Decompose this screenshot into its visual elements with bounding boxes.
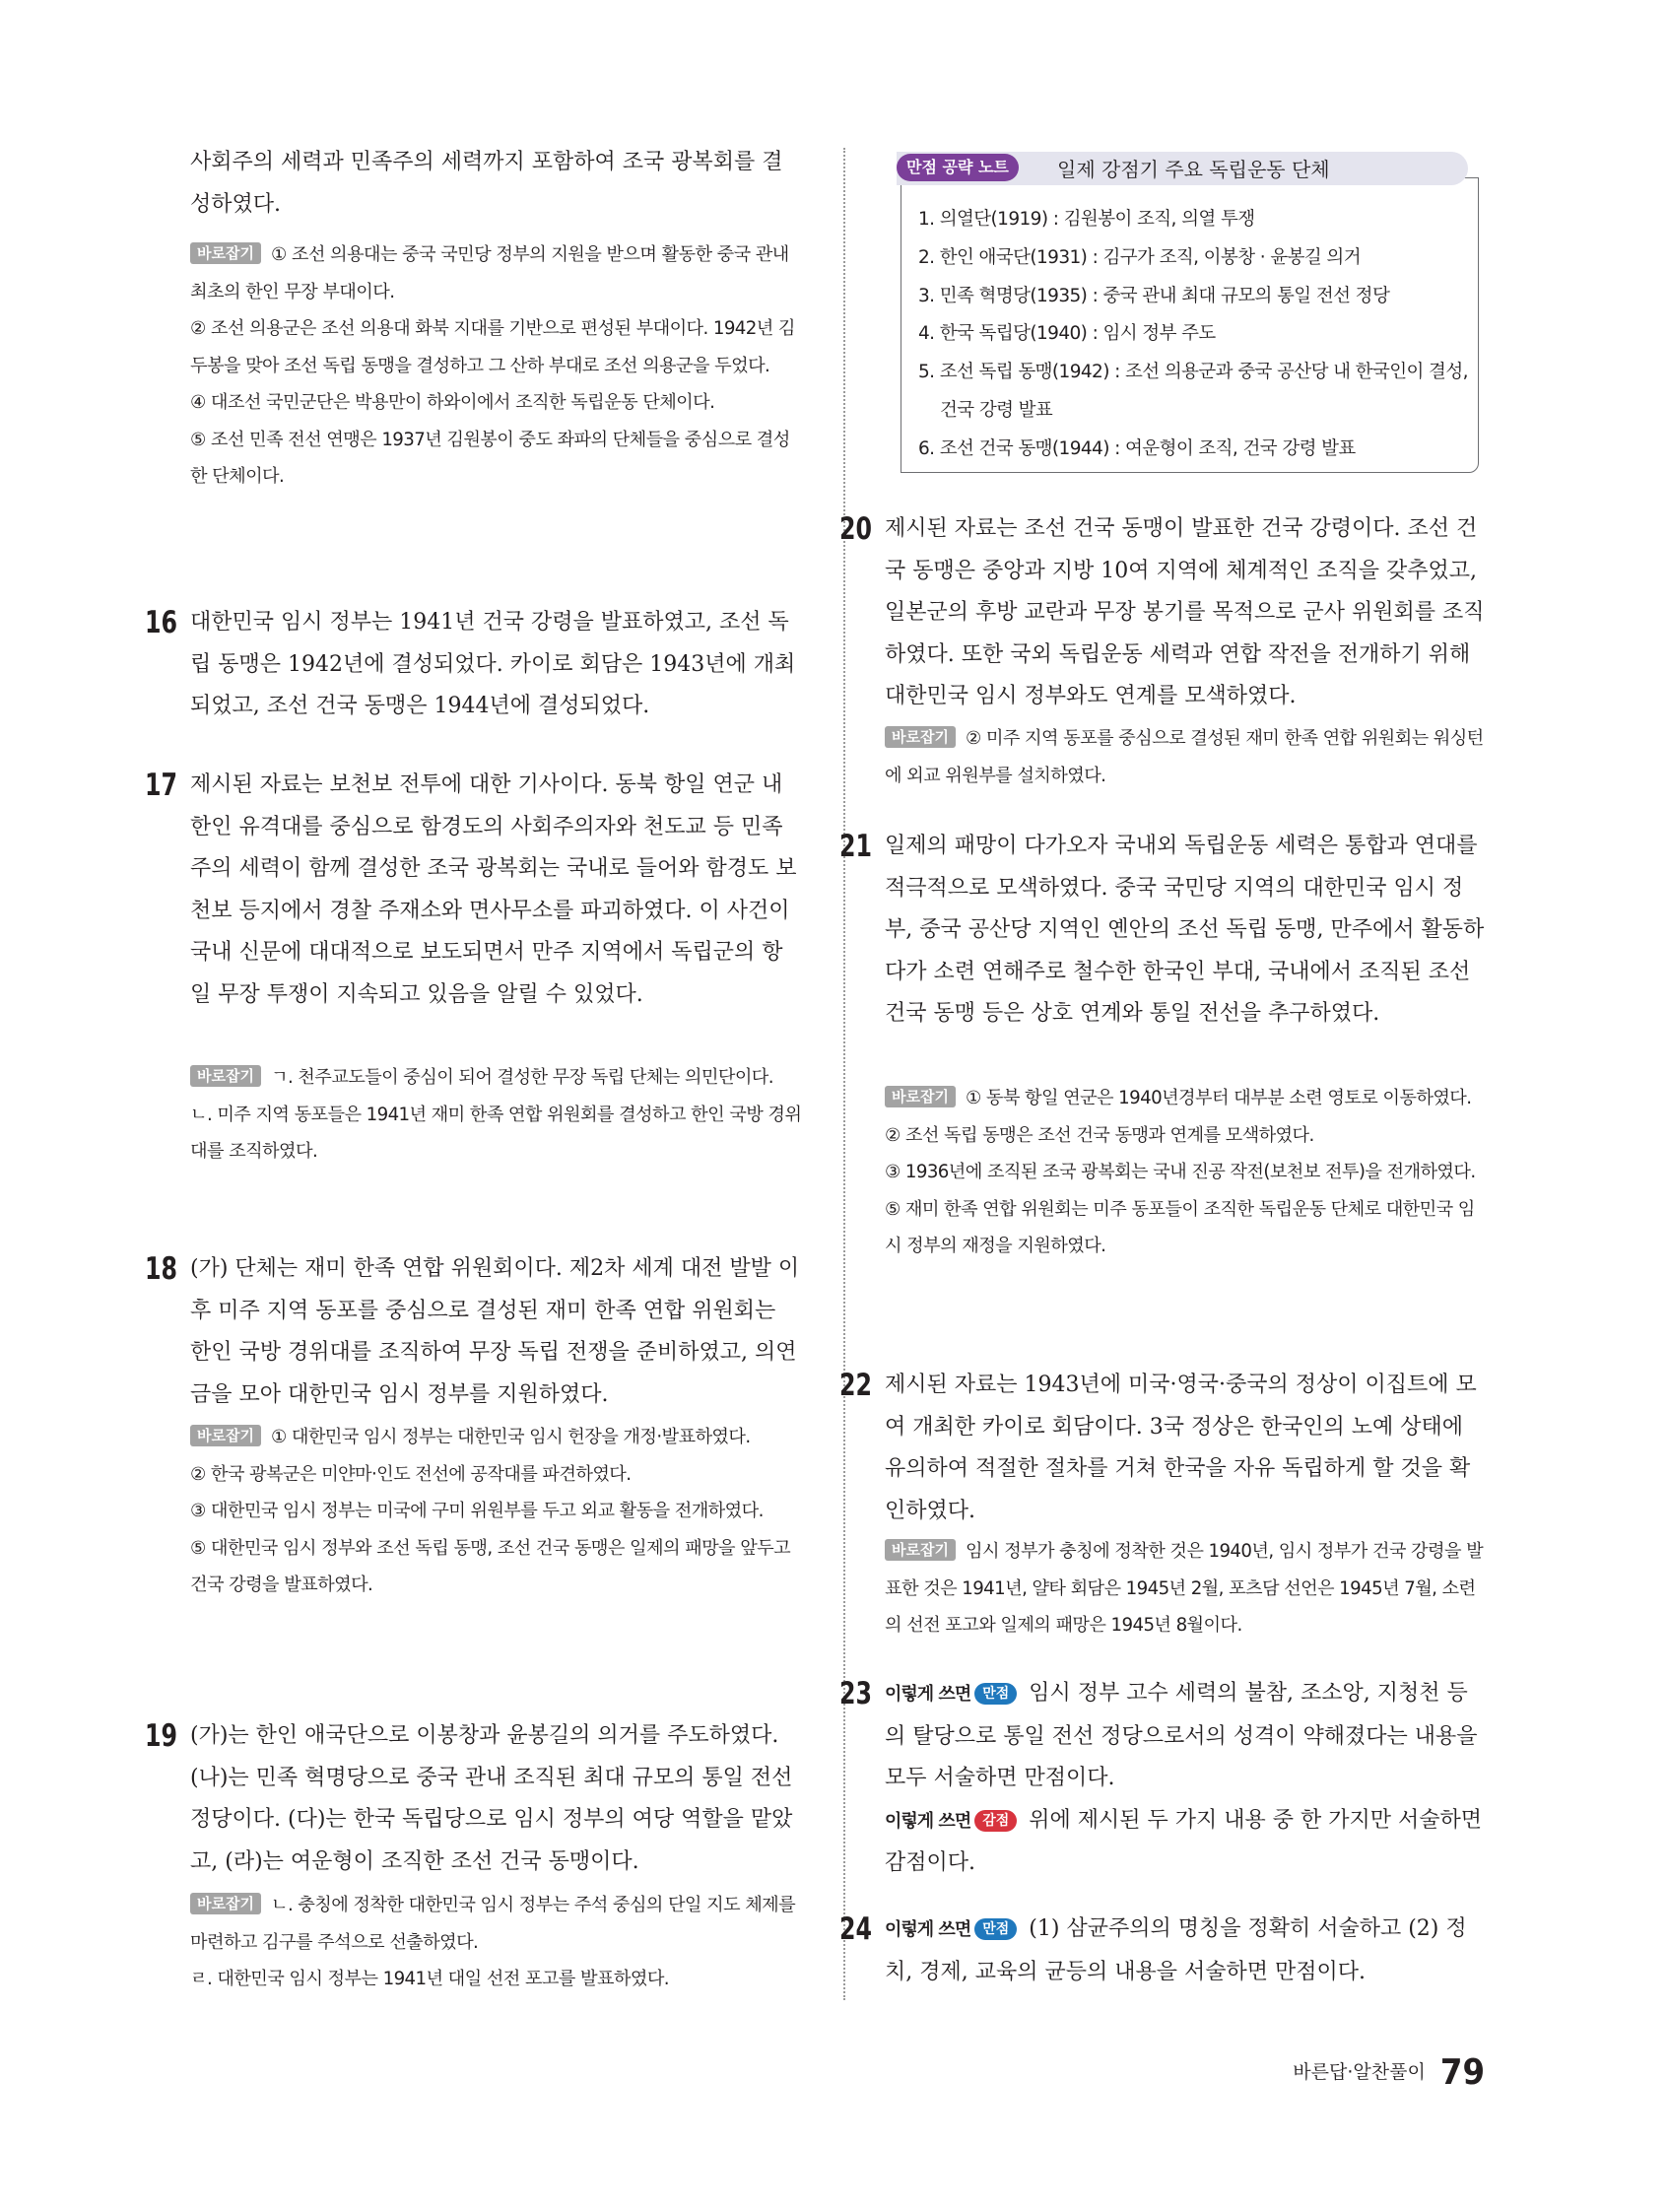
note-item: 4. 한국 독립당(1940) : 임시 정부 주도	[918, 323, 1216, 345]
note-item: 3. 민족 혁명당(1935) : 중국 관내 최대 규모의 통일 전선 정당	[918, 285, 1390, 306]
question-number: 22	[839, 1368, 872, 1403]
example-label: 이렇게 쓰면	[885, 1684, 971, 1705]
q20-correction	[885, 720, 1488, 794]
correction-line: ④ 대조선 국민군단은 박용만이 하와이에서 조직한 독립운동 단체이다.	[190, 392, 715, 413]
correction-line: 바로잡기 ① 동북 항일 연군은 1940년경부터 대부분 소련 영토로 이동하였다.	[885, 1080, 1488, 1117]
correction-line: ⑤ 조선 민족 전선 연맹은 1937년 김원봉이 중도 좌파의 단체들을 중심으로 결성한 단체이다.	[190, 429, 790, 487]
correction-line: 바로잡기 ② 미주 지역 동포를 중심으로 결성된 재미 한족 연합 위원회는 워싱턴에 외교 위원부를 설치하였다.	[885, 728, 1484, 786]
note-badge: 만점 공략 노트	[897, 154, 1019, 181]
correction-tag: 바로잡기	[190, 1425, 261, 1446]
correction-line: ⑤ 재미 한족 연합 위원회는 미주 동포들이 조직한 독립운동 단체로 대한민국 임시 정부의 재정을 지원하였다.	[885, 1198, 1475, 1256]
correction-line: ③ 대한민국 임시 정부는 미국에 구미 위원부를 두고 외교 활동을 전개하였다.	[190, 1501, 764, 1521]
footer-label: 바른답·알찬풀이	[1293, 2061, 1426, 2083]
note-title: 일제 강점기 주요 독립운동 단체	[1057, 158, 1330, 181]
question-24: 24 이렇게 쓰면 만점 (1) 삼균주의의 명칭을 정확히 서술하고 (2) 정치, 경제, 교육의 균등의 내용을 서술하면 만점이다.	[839, 1911, 1467, 1984]
correction-line: ② 한국 광복군은 미얀마·인도 전선에 공작대를 파견하였다.	[190, 1463, 632, 1485]
question-number: 19	[145, 1718, 177, 1754]
correction-tag: 바로잡기	[190, 1893, 261, 1914]
correction-line: 바로잡기 ① 대한민국 임시 정부는 대한민국 임시 헌장을 개정·발표하였다.	[190, 1419, 803, 1456]
partial-score-badge: 감점	[974, 1810, 1017, 1832]
column-divider	[843, 148, 845, 2000]
question-number: 20	[839, 511, 872, 547]
page-number: 79	[1439, 2052, 1485, 2093]
example-label: 이렇게 쓰면	[885, 1919, 971, 1940]
question-19: 19 (가)는 한인 애국단으로 이봉창과 윤봉길의 의거를 주도하였다. (나)는 민족 혁명당으로 중국 관내 조직된 최대 규모의 통일 전선 정당이다. (다)는 한국 독립당으로 임시 정부의 여당 역할을 맡았고, (라)는 여운형이 조직한 조선 건국 동맹이다.	[145, 1718, 793, 1874]
note-item: 2. 한인 애국단(1931) : 김구가 조직, 이봉창 · 윤봉길 의거	[918, 246, 1361, 268]
full-score-badge: 만점	[974, 1683, 1017, 1705]
study-note-header	[885, 148, 1496, 189]
correction-tag: 바로잡기	[885, 1539, 956, 1561]
q17-correction	[190, 1059, 803, 1171]
question-number: 23	[839, 1676, 872, 1711]
q21-correction	[885, 1080, 1488, 1265]
correction-line: 바로잡기 ㄱ. 천주교도들이 중심이 되어 결성한 무장 독립 단체는 의민단이다.	[190, 1059, 803, 1097]
intro-answer: 사회주의 세력과 민족주의 세력까지 포함하여 조국 광복회를 결성하였다.	[190, 150, 783, 217]
correction-line: ㄴ. 미주 지역 동포들은 1941년 재미 한족 연합 위원회를 결성하고 한인 국방 경위대를 조직하였다.	[190, 1104, 802, 1162]
partial-score-line: 이렇게 쓰면 감점 위에 제시된 두 가지 내용 중 한 가지만 서술하면 감점이다.	[885, 1807, 1483, 1875]
question-number: 18	[145, 1251, 177, 1287]
correction-line: ㄹ. 대한민국 임시 정부는 1941년 대일 선전 포고를 발표하였다.	[190, 1969, 669, 1989]
question-17: 17 제시된 자료는 보천보 전투에 대한 기사이다. 동북 항일 연군 내 한인 유격대를 중심으로 함경도의 사회주의자와 천도교 등 민족주의 세력이 함께 결성한 조국 광복회는 국내로 들어와 함경도 보천보 등지에서 경찰 주재소와 면사무소를 파괴하였다. 이 사건이 국내 신문에 대대적으로 보도되면서 만주 지역에서 독립군의 항일 무장 투쟁이 지속되고 있음을 알릴 수 있었다.	[145, 768, 797, 1007]
intro-correction	[190, 236, 803, 496]
question-number: 24	[839, 1911, 872, 1947]
q22-correction: 바로잡기 임시 정부가 충칭에 정착한 것은 1940년, 임시 정부가 건국 강령을 발표한 것은 1941년, 얄타 회담은 1945년 2월, 포츠담 선언은 1945년 7월, 소련의 선전 포고와 일제의 패망은 1945년 8월이다.	[885, 1541, 1484, 1636]
correction-line: 바로잡기 ㄴ. 충칭에 정착한 대한민국 임시 정부는 주석 중심의 단일 지도 체제를 마련하고 김구를 주석으로 선출하였다.	[190, 1895, 796, 1953]
question-21: 21 일제의 패망이 다가오자 국내외 독립운동 세력은 통합과 연대를 적극적으로 모색하였다. 중국 국민당 지역의 대한민국 임시 정부, 중국 공산당 지역인 옌안의 조선 독립 동맹, 만주에서 활동하다가 소련 연해주로 철수한 한국인 부대, 국내에서 조직된 조선 건국 동맹 등은 상호 연계와 통일 전선을 추구하였다.	[839, 829, 1485, 1026]
correction-tag: 바로잡기	[190, 1065, 261, 1087]
question-23: 23 이렇게 쓰면 만점 임시 정부 고수 세력의 불참, 조소앙, 지청천 등의 탈당으로 통일 전선 정당으로서의 성격이 약해졌다는 내용을 모두 서술하면 만점이다. 이렇게 쓰면 감점 위에 제시된 두 가지 내용 중 한 가지만 서술하면 감점이다.	[885, 1673, 1488, 1885]
note-item: 1. 의열단(1919) : 김원봉이 조직, 의열 투쟁	[918, 209, 1255, 230]
full-score-badge: 만점	[974, 1918, 1017, 1940]
note-item: 6. 조선 건국 동맹(1944) : 여운형이 조직, 건국 강령 발표	[918, 437, 1356, 459]
question-20: 20 제시된 자료는 조선 건국 동맹이 발표한 건국 강령이다. 조선 건국 동맹은 중앙과 지방 10여 지역에 체계적인 조직을 갖추었고, 일본군의 후방 교란과 무장 봉기를 목적으로 군사 위원회를 조직하였다. 또한 국외 독립운동 세력과 연합 작전을 전개하기 위해 대한민국 임시 정부와도 연계를 모색하였다.	[839, 511, 1485, 708]
correction-line: ② 조선 의용군은 조선 의용대 화북 지대를 기반으로 편성된 부대이다. 1942년 김두봉을 맞아 조선 독립 동맹을 결성하고 그 산하 부대로 조선 의용군을 두었다.	[190, 318, 795, 376]
correction-tag: 바로잡기	[885, 726, 956, 748]
question-number: 21	[839, 829, 872, 864]
note-list	[918, 201, 1480, 469]
correction-tag: 바로잡기	[190, 242, 261, 264]
correction-tag: 바로잡기	[885, 1086, 956, 1107]
page-footer	[1293, 2052, 1485, 2093]
q18-correction	[190, 1419, 803, 1604]
question-number: 16	[145, 605, 177, 640]
question-number: 17	[145, 768, 177, 803]
question-18: 18 (가) 단체는 재미 한족 연합 위원회이다. 제2차 세계 대전 발발 이후 미주 지역 동포를 중심으로 결성된 재미 한족 연합 위원회는 한인 국방 경위대를 조직하여 무장 독립 전쟁을 준비하였고, 의연금을 모아 대한민국 임시 정부를 지원하였다.	[145, 1251, 800, 1407]
question-16: 16 대한민국 임시 정부는 1941년 건국 강령을 발표하였고, 조선 독립 동맹은 1942년에 결성되었다. 카이로 회담은 1943년에 개최되었고, 조선 건국 동맹은 1944년에 결성되었다.	[145, 605, 796, 718]
correction-line: ③ 1936년에 조직된 조국 광복회는 국내 진공 작전(보천보 전투)을 전개하였다.	[885, 1162, 1476, 1182]
correction-line: ⑤ 대한민국 임시 정부와 조선 독립 동맹, 조선 건국 동맹은 일제의 패망을 앞두고 건국 강령을 발표하였다.	[190, 1537, 791, 1595]
example-label: 이렇게 쓰면	[885, 1810, 971, 1832]
note-item: 5. 조선 독립 동맹(1942) : 조선 의용군과 중국 공산당 내 한국인이 결성, 건국 강령 발표	[918, 362, 1468, 421]
q19-correction	[190, 1887, 803, 1998]
question-22: 22 제시된 자료는 1943년에 미국·영국·중국의 정상이 이집트에 모여 개최한 카이로 회담이다. 3국 정상은 한국인의 노예 상태에 유의하여 적절한 절차를 거쳐 한국을 자유 독립하게 할 것을 확인하였다.	[839, 1368, 1477, 1523]
correction-line: 바로잡기 ① 조선 의용대는 중국 국민당 정부의 지원을 받으며 활동한 중국 관내 최초의 한인 무장 부대이다.	[190, 244, 789, 302]
correction-line: ② 조선 독립 동맹은 조선 건국 동맹과 연계를 모색하였다.	[885, 1124, 1314, 1146]
